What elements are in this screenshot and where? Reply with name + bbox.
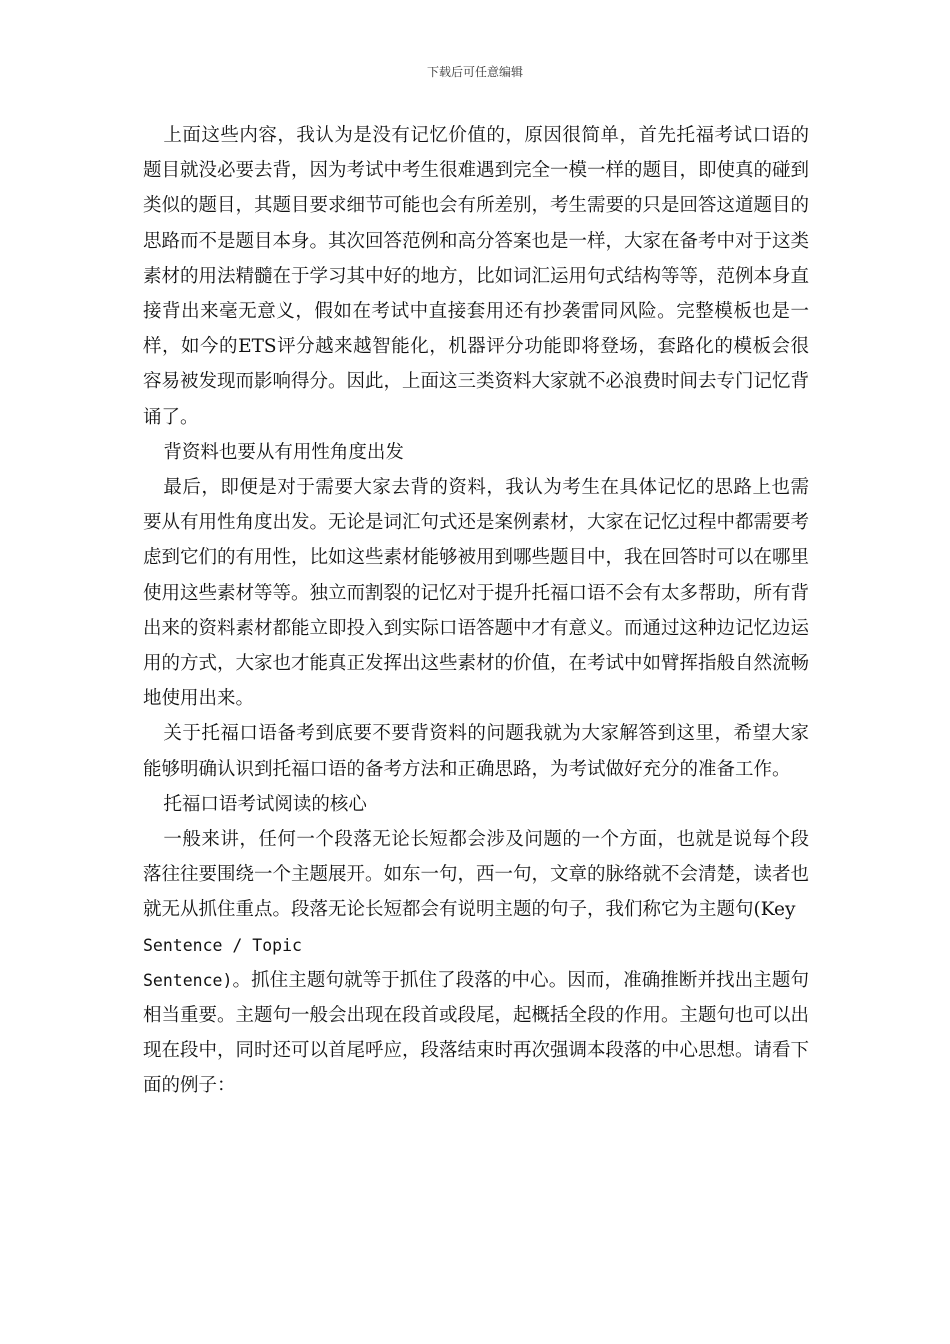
paragraph-1: 上面这些内容，我认为是没有记忆价值的，原因很简单，首先托福考试口语的题目就没必要去背，因为考试中考生很难遇到完全一模一样的题目，即使真的碰到类似的题目，其题目要求细节可能也会有所差别，考生需要的只是回答这道题目的思路而不是题目本身。其次回答范例和高分答案也是一样，大家在备考中对于这类素材的用法精髓在于学习其中好的地方，比如词汇运用句式结构等等，范例本身直接背出来毫无意义，假如在考试中直接套用还有抄袭雷同风险。完整模板也是一样，如今的ETS评分越来越智能化，机器评分功能即将登场，套路化的模板会很容易被发现而影响得分。因此，上面这三类资料大家就不必浪费时间去专门记忆背诵了。	[143, 125, 810, 428]
paragraph-4-line-3-english: Sentence)	[143, 970, 233, 990]
paragraph-2: 最后，即便是对于需要大家去背的资料，我认为考生在具体记忆的思路上也需要从有用性角度出发。无论是词汇句式还是案例素材，大家在记忆过程中都需要考虑到它们的有用性，比如这些素材能够被用到哪些题目中，我在回答时可以在哪里使用这些素材等等。独立而割裂的记忆对于提升托福口语不会有太多帮助，所有背出来的资料素材都能立即投入到实际口语答题中才有意义。而通过这种边记忆边运用的方式，大家也才能真正发挥出这些素材的价值，在考试中如臂挥指般自然流畅地使用出来。	[143, 477, 810, 710]
paragraph-4-line-2: Sentence / Topic	[143, 935, 302, 955]
paragraph-4-line-3-text: 。抓住主题句就等于抓住了段落的中心。因而，准确推断并找出主题句相当重要。主题句一般会出现在段首或段尾，起概括全段的作用。主题句也可以出现在段中，同时还可以首尾呼应，段落结束时再次强调本段落的中心思想。请看下面的例子：	[143, 969, 810, 1097]
document-body	[143, 118, 809, 1104]
paragraph-4: 一般来讲，任何一个段落无论长短都会涉及问题的一个方面，也就是说每个段落往往要围绕一个主题展开。如东一句，西一句，文章的脉络就不会清楚，读者也就无从抓住重点。段落无论长短都会有说明主题的句子，我们称它为主题句(Key	[143, 829, 810, 921]
section-heading-2: 托福口语考试阅读的核心	[163, 793, 367, 815]
paragraph-3: 关于托福口语备考到底要不要背资料的问题我就为大家解答到这里，希望大家能够明确认识到托福口语的备考方法和正确思路，为考试做好充分的准备工作。	[143, 723, 809, 780]
page-header: 下载后可任意编辑	[426, 65, 523, 79]
paragraph-4-continuation	[143, 963, 809, 1104]
section-heading-1: 背资料也要从有用性角度出发	[163, 441, 404, 463]
